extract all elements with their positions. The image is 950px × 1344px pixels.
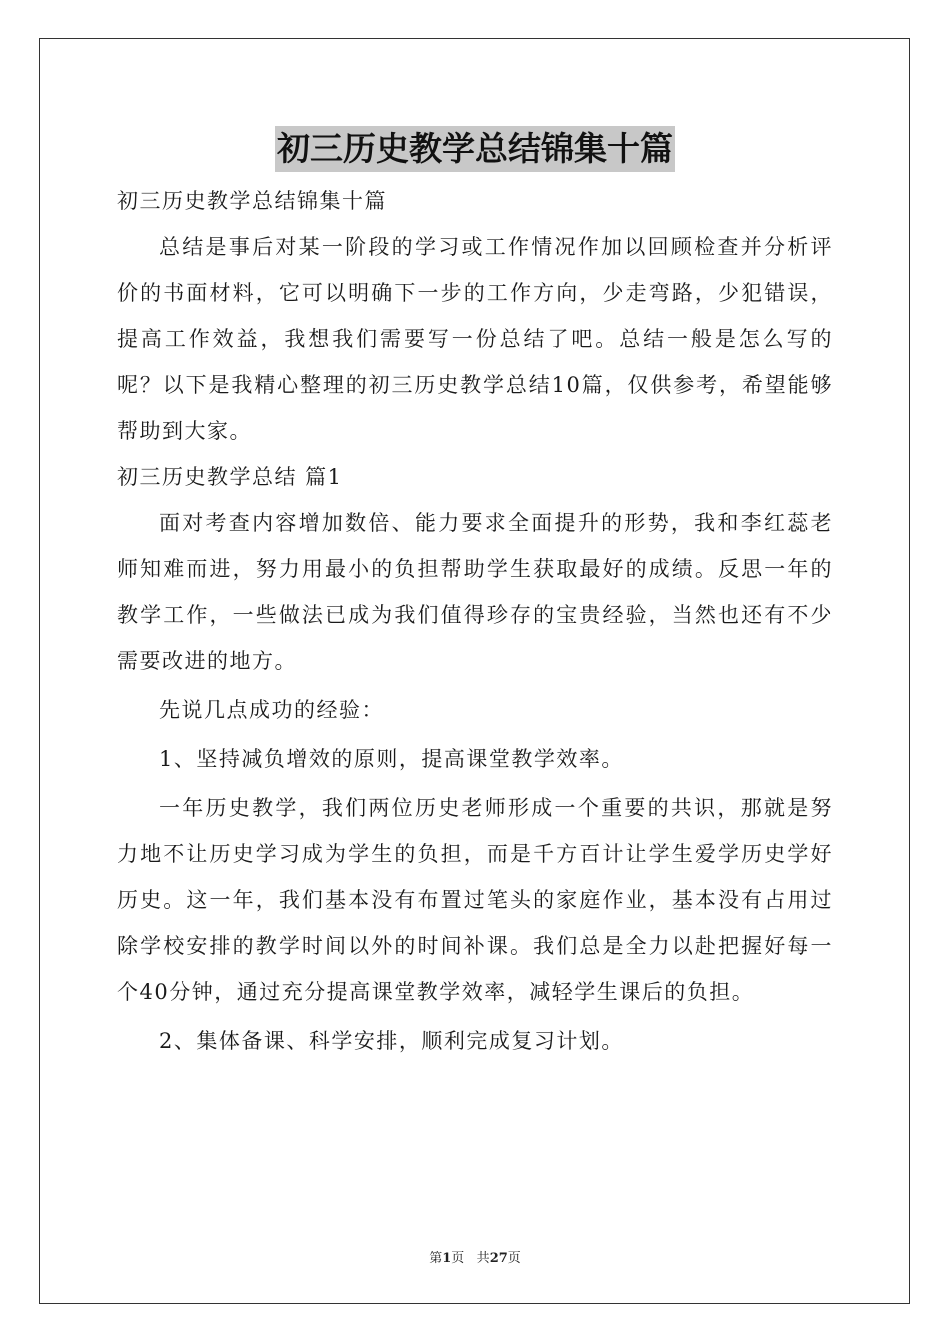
numbered-point: 2、集体备课、科学安排，顺利完成复习计划。 bbox=[159, 1029, 624, 1053]
total-pages: 27 bbox=[489, 1251, 508, 1266]
intro-paragraph: 总结是事后对某一阶段的学习或工作情况作加以回顾检查并分析评价的书面材料，它可以明确下一步的工作方向，少走弯路，少犯错误，提高工作效益，我想我们需要写一份总结了吧。总结一般是怎么写的呢？以下是我精心整理的初三历史教学总结10篇，仅供参考，希望能够帮助到大家。 bbox=[117, 235, 833, 443]
section-heading: 初三历史教学总结 篇1 bbox=[117, 465, 343, 489]
page-number: 1 bbox=[442, 1251, 452, 1266]
total-prefix: 共 bbox=[476, 1251, 490, 1266]
body-paragraph: 先说几点成功的经验： bbox=[159, 698, 384, 722]
numbered-point: 1、坚持减负增效的原则，提高课堂教学效率。 bbox=[159, 747, 624, 771]
body-paragraph: 一年历史教学，我们两位历史老师形成一个重要的共识，那就是努力地不让历史学习成为学生的负担，而是千方百计让学生爱学历史学好历史。这一年，我们基本没有布置过笔头的家庭作业，基本没有占用过除学校安排的教学时间以外的时间补课。我们总是全力以赴把握好每一个40分钟，通过充分提高课堂教学效率，减轻学生课后的负担。 bbox=[117, 796, 833, 1004]
title-container bbox=[0, 126, 950, 172]
page-footer bbox=[0, 1250, 950, 1268]
document-body bbox=[117, 178, 833, 1064]
page-prefix: 第 bbox=[429, 1251, 443, 1266]
document-title: 初三历史教学总结锦集十篇 bbox=[275, 126, 675, 172]
total-unit: 页 bbox=[507, 1251, 521, 1266]
subtitle-line: 初三历史教学总结锦集十篇 bbox=[117, 189, 387, 213]
body-paragraph: 面对考查内容增加数倍、能力要求全面提升的形势，我和李红蕊老师知难而进，努力用最小的负担帮助学生获取最好的成绩。反思一年的教学工作，一些做法已成为我们值得珍存的宝贵经验，当然也还有不少需要改进的地方。 bbox=[117, 511, 833, 673]
page-unit: 页 bbox=[451, 1251, 465, 1266]
